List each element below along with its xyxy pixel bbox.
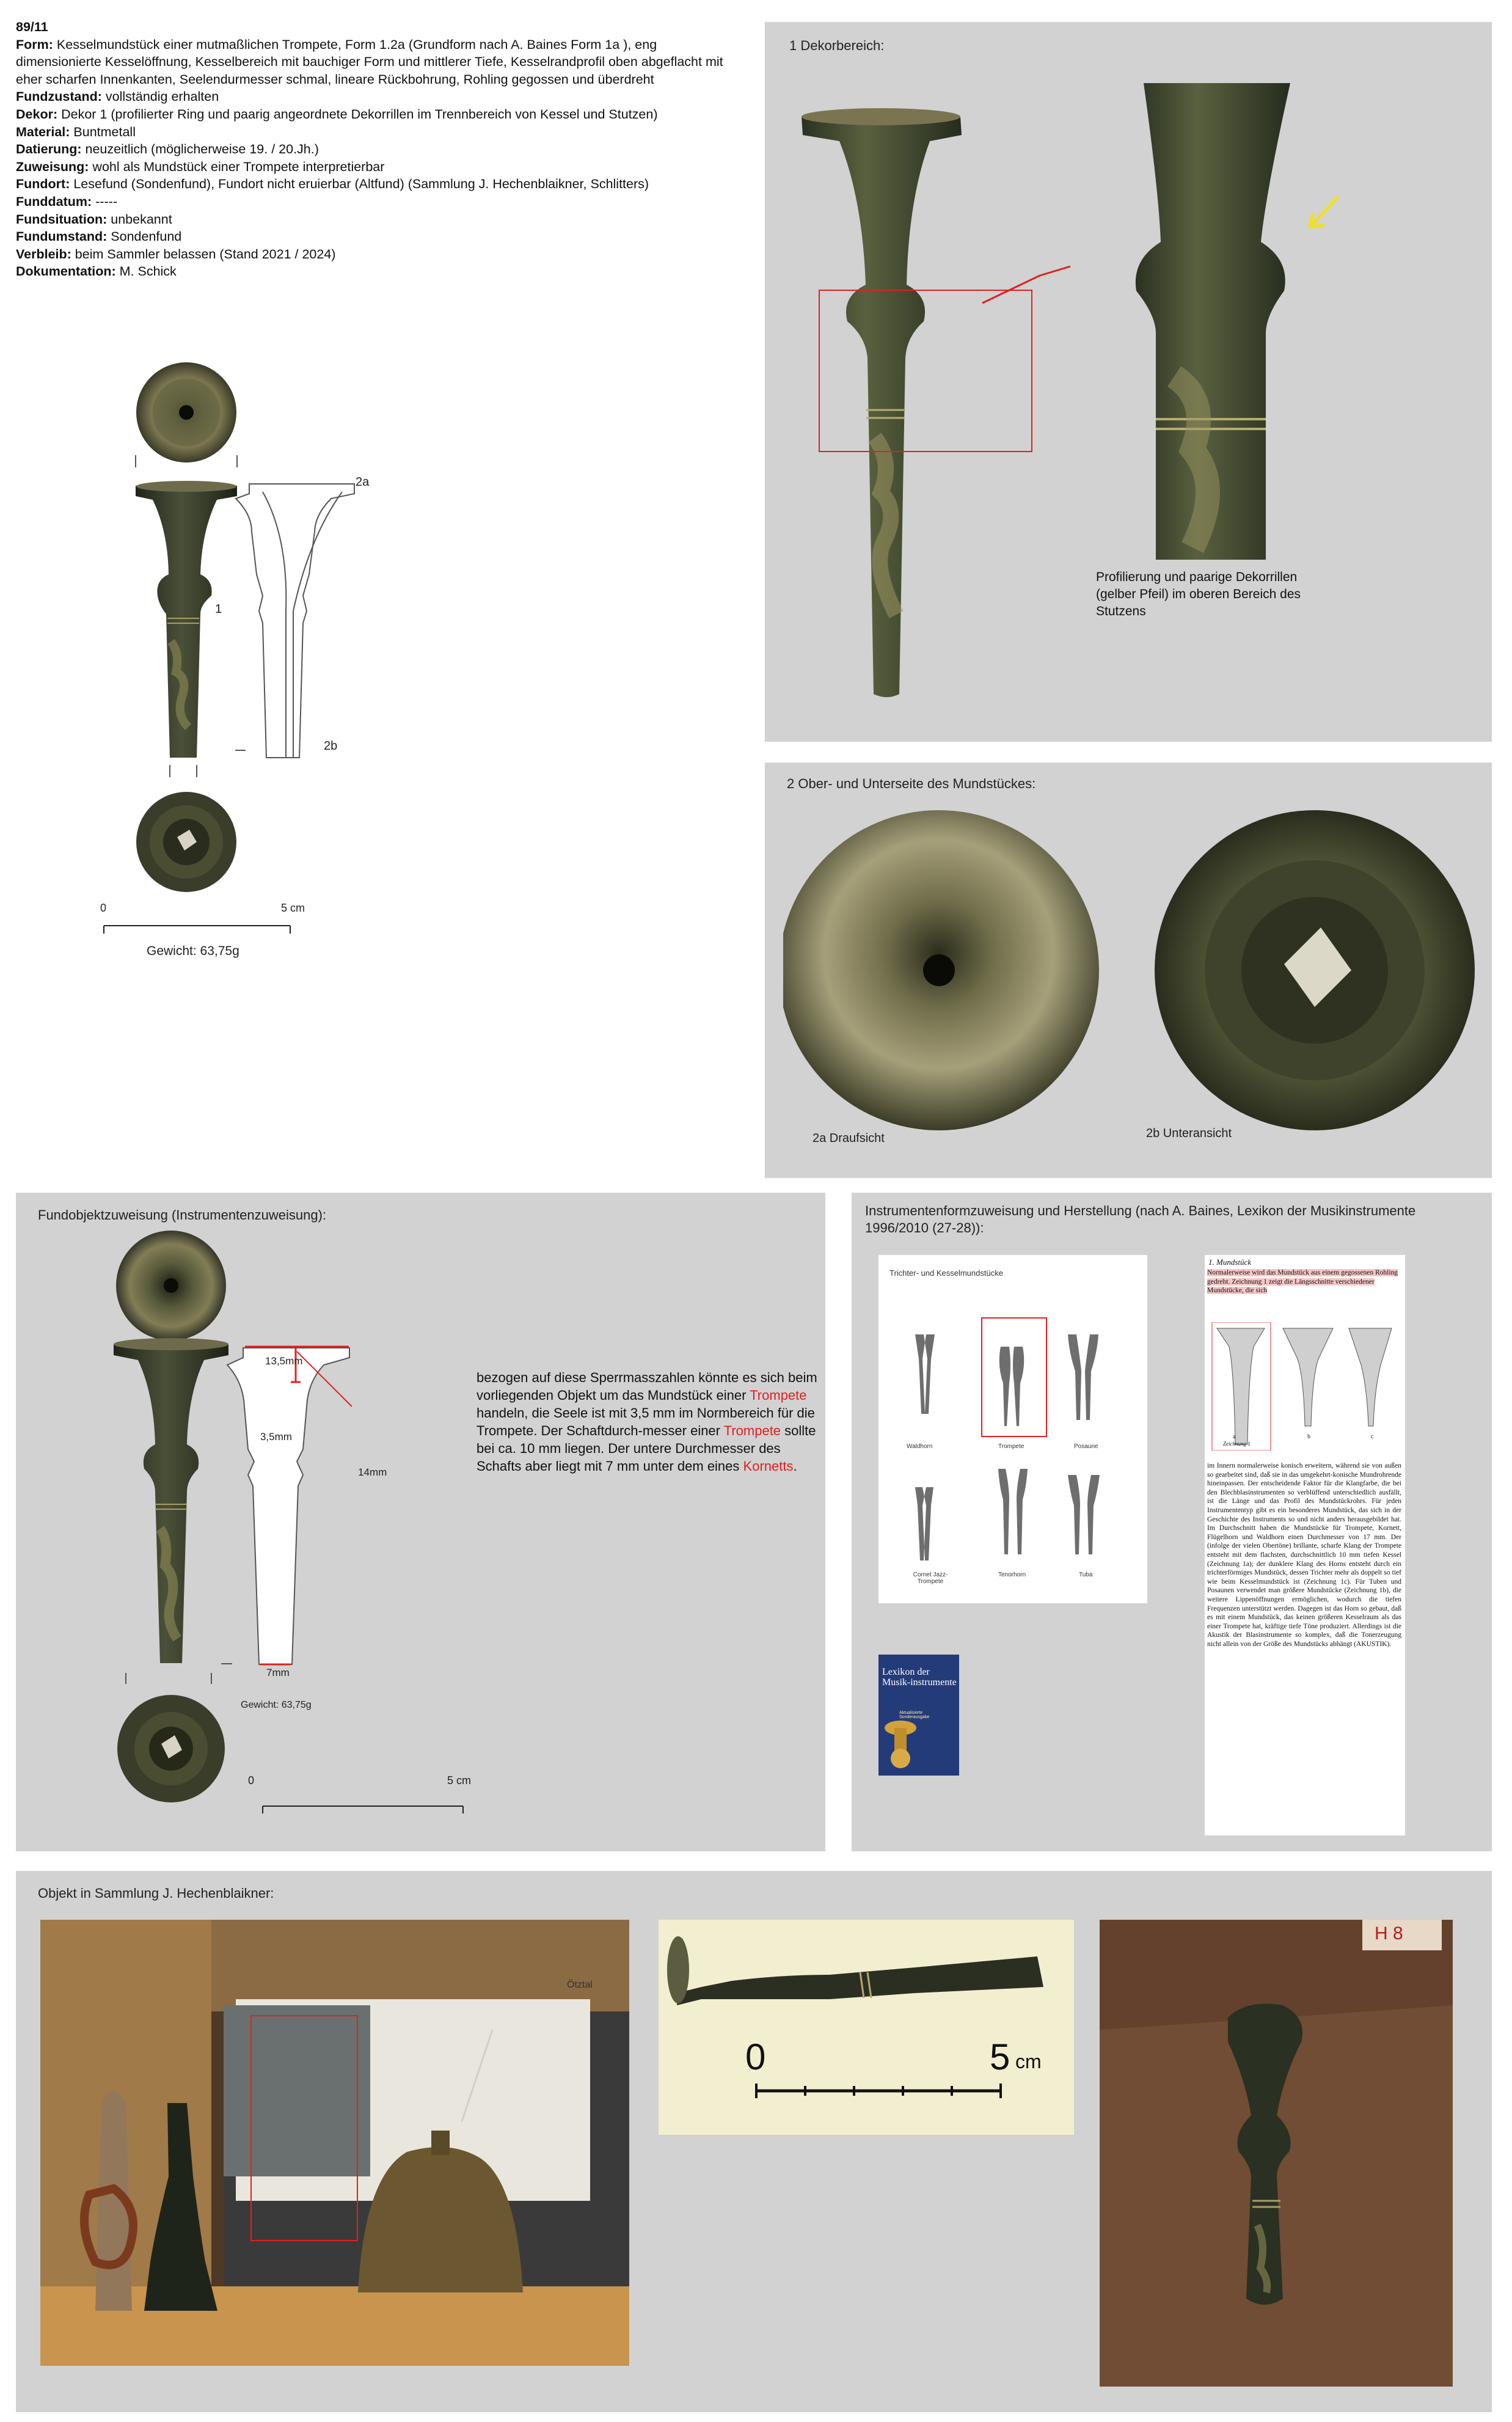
tuba-image xyxy=(882,1716,919,1772)
label-posaune: Posaune xyxy=(1074,1443,1098,1450)
verbleib-label: Verbleib: xyxy=(16,246,71,262)
book-cover xyxy=(878,1655,959,1776)
object-description xyxy=(16,18,737,280)
book-subtitle: Aktualisierte Sonderausgabe xyxy=(899,1711,930,1719)
assignment-text-end: . xyxy=(793,1458,797,1474)
dim-top: 13,5mm xyxy=(265,1355,303,1367)
lexicon-page xyxy=(1205,1255,1405,1835)
panel-instrumentenform-title: Instrumentenformzuweisung und Herstellung (nach A. Baines, Lexikon der Musikinstrumente 1996/2010 (27-28)): xyxy=(865,1203,1416,1235)
assignment-trompete-2: Trompete xyxy=(723,1423,781,1438)
weight-label: Gewicht: 63,75g xyxy=(147,944,239,958)
funddatum-label: Funddatum: xyxy=(16,194,92,209)
assignment-text-3: sollte bei ca. 10 mm liegen. Der untere Durchmesser des Schafts aber liegt mit 7 mm unter dem eines xyxy=(477,1423,816,1474)
lexicon-text-1 xyxy=(1207,1268,1401,1295)
assignment-text-1: bezogen auf diese Sperrmasszahlen könnte es sich beim vorliegenden Objekt um das Mundstück einer xyxy=(477,1370,817,1403)
material-text: Buntmetall xyxy=(73,124,136,139)
panel-dekorbereich xyxy=(765,22,1492,742)
panel-ober-unterseite xyxy=(765,763,1492,1178)
label-waldhorn: Waldhorn xyxy=(907,1443,933,1450)
fundsituation-label: Fundsituation: xyxy=(16,211,108,227)
panel-instrumentenform xyxy=(852,1193,1492,1851)
dekor-text: Dekor 1 (profilierter Ring und paarig angeordnete Dekorrillen im Trennbereich von Kessel und Stutzen) xyxy=(61,106,658,122)
draufsicht-label: 2a Draufsicht xyxy=(813,1132,885,1145)
dim-bottom: 7mm xyxy=(266,1667,290,1678)
book-title: Lexikon der Musik-instrumente xyxy=(882,1667,957,1688)
zuweisung-label: Zuweisung: xyxy=(16,159,89,174)
tag-label: H 8 xyxy=(1375,1923,1403,1944)
panel-sammlung-title: Objekt in Sammlung J. Hechenblaikner: xyxy=(38,1886,274,1901)
fundumstand-text: Sondenfund xyxy=(111,229,182,244)
lexicon-fig-c: c xyxy=(1371,1433,1374,1440)
shelf-photo xyxy=(40,1920,629,2366)
unteransicht-label: 2b Unteransicht xyxy=(1146,1127,1232,1140)
object-id: 89/11 xyxy=(16,20,48,34)
drawing-label-1: 1 xyxy=(215,602,222,616)
label-tuba: Tuba xyxy=(1079,1571,1093,1578)
lexicon-fig-b: b xyxy=(1307,1433,1310,1440)
fundumstand-label: Fundumstand: xyxy=(16,229,108,244)
lexicon-figure xyxy=(1211,1322,1400,1451)
dim-bore: 3,5mm xyxy=(260,1431,292,1443)
dim-cup: 14mm xyxy=(358,1466,387,1478)
zustand-text: vollständig erhalten xyxy=(105,89,219,104)
panel-fundobjektzuweisung xyxy=(16,1193,825,1851)
table-photo-scene xyxy=(1100,1920,1453,2387)
lexicon-fig-a: a xyxy=(1233,1433,1236,1440)
fundort-label: Fundort: xyxy=(16,177,70,192)
fundsituation-text: unbekannt xyxy=(111,211,172,227)
detail-highlight-box xyxy=(819,290,1032,452)
mouthpiece-chart xyxy=(878,1255,1147,1603)
datierung-label: Datierung: xyxy=(16,142,82,157)
assignment-scale-five: 5 cm xyxy=(447,1774,472,1787)
find-plate xyxy=(92,354,409,978)
label-trompete: Trompete xyxy=(998,1443,1024,1450)
form-text: Kesselmundstück einer mutmaßlichen Trompete, Form 1.2a (Grundform nach A. Baines Form 1a ), eng dimensionierte Kesselöffnung, Kesselbereich mit bauchiger Form und mittlerer Tiefe, Kesselrandprofil oben abgeflacht mit eher scharfen Innenkanten, Seelendurmesser schmal, lineare Rückbohrung, Rohling gegossen und überdreht xyxy=(16,37,723,87)
panel-dekorbereich-title: 1 Dekorbereich: xyxy=(789,38,885,53)
lexicon-fig-caption: Zeichnung 1 xyxy=(1223,1441,1251,1447)
fundort-text: Lesefund (Sondenfund), Fundort nicht eruierbar (Altfund) (Sammlung J. Hechenblaikner, Schlitters) xyxy=(73,177,649,192)
assignment-text xyxy=(477,1369,819,1475)
doku-label: Dokumentation: xyxy=(16,264,116,279)
photo-scale-cm: cm xyxy=(1015,2051,1042,2073)
table-photo xyxy=(1100,1920,1453,2387)
drawing-label-2b: 2b xyxy=(324,739,338,753)
zuweisung-text: wohl als Mundstück einer Trompete interpretierbar xyxy=(92,159,385,174)
funddatum-text: ----- xyxy=(95,194,117,209)
label-cornet: Cornet Jazz-Trompete xyxy=(913,1571,948,1585)
panel-sammlung xyxy=(16,1871,1492,2412)
zustand-label: Fundzustand: xyxy=(16,89,102,104)
assignment-trompete-1: Trompete xyxy=(750,1388,807,1403)
scale-five: 5 cm xyxy=(281,902,305,914)
panel-ober-unterseite-title: 2 Ober- und Unterseite des Mundstückes: xyxy=(787,776,1036,791)
oetztal-sign: Ötztal xyxy=(567,1980,593,1990)
dekor-caption: Profilierung und paarige Dekorrillen (gelber Pfeil) im oberen Bereich des Stutzens xyxy=(1096,570,1301,618)
label-tenorhorn: Tenorhorn xyxy=(998,1571,1026,1578)
form-label: Form: xyxy=(16,37,53,52)
trompete-highlight-box xyxy=(981,1317,1047,1437)
material-label: Material: xyxy=(16,124,70,139)
assignment-scale-zero: 0 xyxy=(248,1774,255,1787)
object-highlight-box xyxy=(250,2015,358,2241)
datierung-text: neuzeitlich (möglicherweise 19. / 20.Jh.) xyxy=(85,142,319,157)
panel-fundobjektzuweisung-title: Fundobjektzuweisung (Instrumentenzuweisung): xyxy=(38,1207,327,1223)
lexicon-text-2: im Innern normalerweise konisch erweitern, während sie von außen so gearbeitet sind, daß sie in das umgekehrt-konische Mundrohrende hineinpassen. Der entscheidende Faktor für die Klangfarbe, die bei den Blechblasinstrumenten so verblüffend unterschiedlich ausfällt, ist die Länge und das Profil des Mundstückrohrs. Für jeden Instrumententyp gibt es ein besonderes Mundstück, das sich in der Geschichte des Instruments so und nicht anders herausgebildet hat. Im Durchschnitt haben die Mundstücke für Trompete, Kornett, Flügelhorn und Waldhorn einen Durchmesser von 17 mm. Der (infolge der vielen Obertöne) brillante, scharfe Klang der Trompete entsteht mit dem flachsten, durchschnittlich 10 mm tiefen Kessel (Zeichnung 1a); der dunklere Klang des Horns entsteht durch ein trichterförmiges Mundstück, dessen Trichter mehr als doppelt so tief wie beim Kesselmundstück ist (Zeichnung 1c). Für Tuben und Posaunen verwendet man größere Mundstücke (Zeichnung 1b), die weitere Lippenöffnungen ermöglichen, wodurch die tiefen Frequenzen unterstützt werden. Dagegen ist das Horn so gebaut, daß es mit einem Mundstück, das keinen größeren Kesselraum als das einer Trompete hat, kräftige tiefe Töne produziert. Allerdings ist die Akustik der Blasinstrumente so komplex, daß die Tonerzeugung nicht allein von der Größe des Mundstücks abhängt (AKUSTIK). xyxy=(1207,1462,1401,1648)
assignment-weight: Gewicht: 63,75g xyxy=(241,1700,312,1710)
lexicon-text-1-span: Normalerweise wird das Mundstück aus einem gegossenen Rohling gedreht. Zeichnung 1 zeigt die Längsschnitte verschiedener Mundstücke, die sich xyxy=(1207,1269,1398,1294)
assignment-text-2: handeln, die Seele ist mit 3,5 mm im Normbereich für die Trompete. Der Schaftdurch-messer einer xyxy=(477,1405,815,1438)
photo-scale-zero: 0 xyxy=(745,2036,766,2077)
lexicon-heading: 1. Mundstück xyxy=(1208,1257,1252,1267)
assignment-kornett: Kornetts xyxy=(743,1458,794,1474)
mouthpiece-chart-title: Trichter- und Kesselmundstücke xyxy=(889,1268,1003,1278)
verbleib-text: beim Sammler belassen (Stand 2021 / 2024) xyxy=(75,246,336,262)
assignment-drawing xyxy=(89,1229,529,1816)
scale-photo-scene xyxy=(659,1920,1074,2135)
photo-scale-five: 5 xyxy=(990,2036,1010,2077)
dekor-label: Dekor: xyxy=(16,106,58,122)
doku-text: M. Schick xyxy=(119,264,177,279)
find-plate-drawing xyxy=(92,354,409,978)
scale-photo xyxy=(659,1920,1074,2135)
top-bottom-photos xyxy=(783,805,1480,1147)
scale-zero: 0 xyxy=(100,902,107,914)
drawing-label-2a: 2a xyxy=(356,475,370,489)
